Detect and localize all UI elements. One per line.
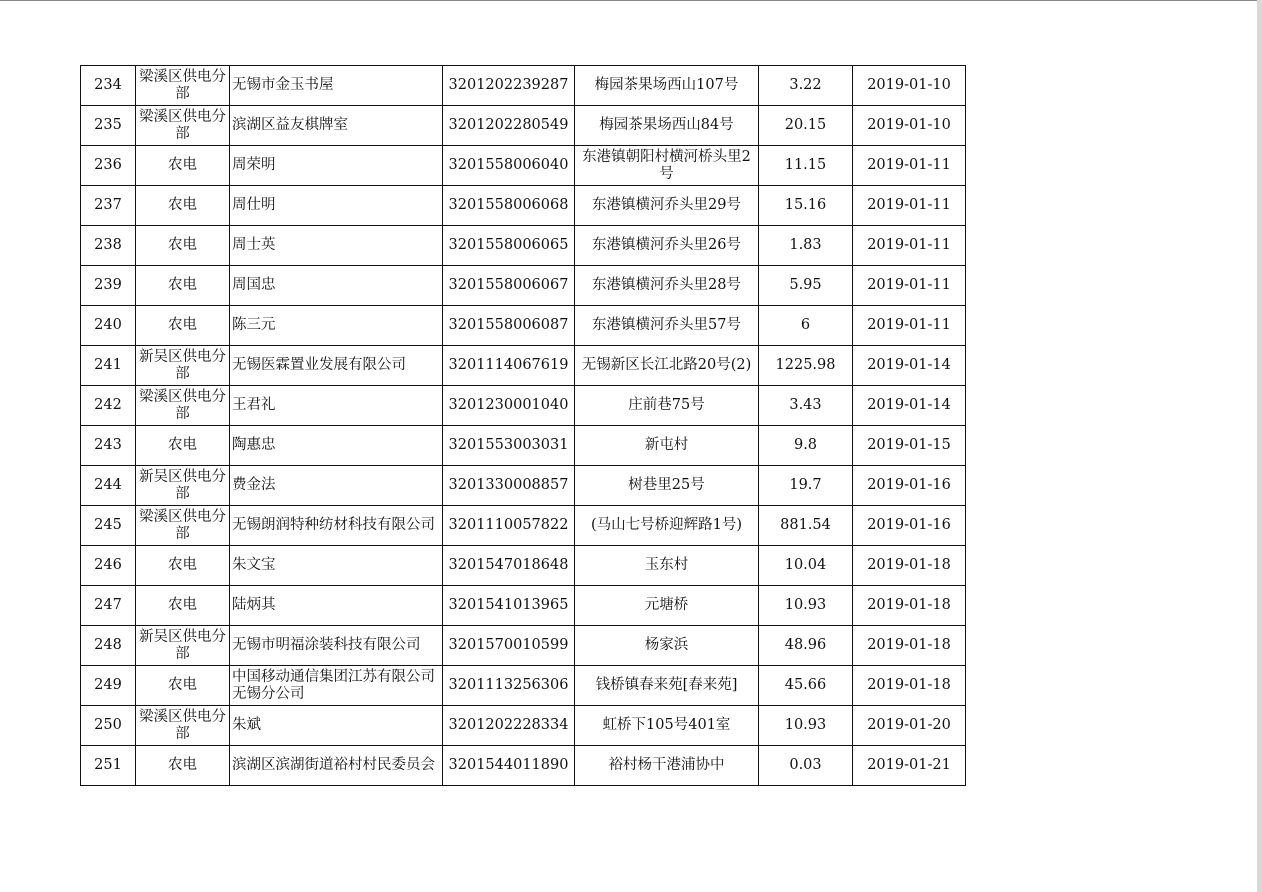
page-top-edge [0, 0, 1262, 1]
department-cell: 农电 [136, 666, 230, 706]
customer-name-cell: 陶惠忠 [230, 426, 443, 466]
customer-name-cell: 朱斌 [230, 706, 443, 746]
row-number-cell: 251 [81, 746, 136, 786]
amount-cell: 20.15 [759, 106, 853, 146]
date-cell: 2019-01-11 [853, 186, 966, 226]
address-cell: 虹桥下105号401室 [575, 706, 759, 746]
amount-cell: 3.22 [759, 66, 853, 106]
date-cell: 2019-01-10 [853, 106, 966, 146]
department-cell: 农电 [136, 546, 230, 586]
address-cell: 树巷里25号 [575, 466, 759, 506]
address-cell: 玉东村 [575, 546, 759, 586]
row-number-cell: 246 [81, 546, 136, 586]
table-row [81, 386, 966, 426]
address-cell: 新屯村 [575, 426, 759, 466]
table-row [81, 706, 966, 746]
address-cell: 梅园茶果场西山107号 [575, 66, 759, 106]
address-cell: 东港镇横河乔头里57号 [575, 306, 759, 346]
date-cell: 2019-01-20 [853, 706, 966, 746]
account-number-cell: 3201558006087 [443, 306, 575, 346]
table-row [81, 226, 966, 266]
date-cell: 2019-01-21 [853, 746, 966, 786]
row-number-cell: 250 [81, 706, 136, 746]
table-row [81, 466, 966, 506]
account-number-cell: 3201544011890 [443, 746, 575, 786]
customer-name-cell: 王君礼 [230, 386, 443, 426]
address-cell: (马山七号桥迎辉路1号) [575, 506, 759, 546]
table-row [81, 146, 966, 186]
table-row [81, 666, 966, 706]
account-number-cell: 3201558006065 [443, 226, 575, 266]
department-cell: 新吴区供电分部 [136, 466, 230, 506]
amount-cell: 3.43 [759, 386, 853, 426]
account-number-cell: 3201202228334 [443, 706, 575, 746]
department-cell: 梁溪区供电分部 [136, 386, 230, 426]
address-cell: 杨家浜 [575, 626, 759, 666]
table-row [81, 426, 966, 466]
row-number-cell: 238 [81, 226, 136, 266]
address-cell: 钱桥镇春来苑[春来苑] [575, 666, 759, 706]
account-number-cell: 3201202239287 [443, 66, 575, 106]
date-cell: 2019-01-15 [853, 426, 966, 466]
account-number-cell: 3201541013965 [443, 586, 575, 626]
amount-cell: 881.54 [759, 506, 853, 546]
table-row [81, 746, 966, 786]
amount-cell: 48.96 [759, 626, 853, 666]
table-row [81, 506, 966, 546]
date-cell: 2019-01-16 [853, 466, 966, 506]
account-number-cell: 3201113256306 [443, 666, 575, 706]
address-cell: 梅园茶果场西山84号 [575, 106, 759, 146]
row-number-cell: 237 [81, 186, 136, 226]
page-right-edge [1257, 0, 1262, 892]
date-cell: 2019-01-18 [853, 626, 966, 666]
customer-name-cell: 周国忠 [230, 266, 443, 306]
table-row [81, 186, 966, 226]
date-cell: 2019-01-11 [853, 266, 966, 306]
department-cell: 农电 [136, 186, 230, 226]
date-cell: 2019-01-18 [853, 586, 966, 626]
address-cell: 东港镇横河乔头里29号 [575, 186, 759, 226]
department-cell: 农电 [136, 426, 230, 466]
customer-name-cell: 无锡医霖置业发展有限公司 [230, 346, 443, 386]
table-row [81, 586, 966, 626]
amount-cell: 1225.98 [759, 346, 853, 386]
row-number-cell: 243 [81, 426, 136, 466]
date-cell: 2019-01-14 [853, 346, 966, 386]
address-cell: 裕村杨干港浦协中 [575, 746, 759, 786]
date-cell: 2019-01-11 [853, 146, 966, 186]
department-cell: 农电 [136, 306, 230, 346]
date-cell: 2019-01-16 [853, 506, 966, 546]
amount-cell: 15.16 [759, 186, 853, 226]
account-number-cell: 3201330008857 [443, 466, 575, 506]
department-cell: 新吴区供电分部 [136, 626, 230, 666]
table-row [81, 106, 966, 146]
row-number-cell: 247 [81, 586, 136, 626]
amount-cell: 19.7 [759, 466, 853, 506]
row-number-cell: 240 [81, 306, 136, 346]
customer-name-cell: 周荣明 [230, 146, 443, 186]
date-cell: 2019-01-18 [853, 546, 966, 586]
table-body [81, 66, 966, 786]
amount-cell: 10.04 [759, 546, 853, 586]
amount-cell: 10.93 [759, 706, 853, 746]
department-cell: 梁溪区供电分部 [136, 66, 230, 106]
department-cell: 农电 [136, 586, 230, 626]
amount-cell: 0.03 [759, 746, 853, 786]
row-number-cell: 239 [81, 266, 136, 306]
customer-name-cell: 无锡朗润特种纺材科技有限公司 [230, 506, 443, 546]
account-number-cell: 3201547018648 [443, 546, 575, 586]
table-row [81, 346, 966, 386]
table-row [81, 626, 966, 666]
amount-cell: 9.8 [759, 426, 853, 466]
amount-cell: 11.15 [759, 146, 853, 186]
department-cell: 农电 [136, 746, 230, 786]
table-row [81, 546, 966, 586]
department-cell: 新吴区供电分部 [136, 346, 230, 386]
amount-cell: 10.93 [759, 586, 853, 626]
customer-name-cell: 无锡市金玉书屋 [230, 66, 443, 106]
date-cell: 2019-01-10 [853, 66, 966, 106]
department-cell: 梁溪区供电分部 [136, 506, 230, 546]
customer-name-cell: 陆炳其 [230, 586, 443, 626]
table-row [81, 266, 966, 306]
account-number-cell: 3201114067619 [443, 346, 575, 386]
date-cell: 2019-01-18 [853, 666, 966, 706]
row-number-cell: 248 [81, 626, 136, 666]
account-number-cell: 3201558006067 [443, 266, 575, 306]
account-number-cell: 3201558006068 [443, 186, 575, 226]
customer-name-cell: 周仕明 [230, 186, 443, 226]
amount-cell: 6 [759, 306, 853, 346]
row-number-cell: 242 [81, 386, 136, 426]
customer-name-cell: 周士英 [230, 226, 443, 266]
customer-name-cell: 滨湖区益友棋牌室 [230, 106, 443, 146]
row-number-cell: 235 [81, 106, 136, 146]
row-number-cell: 245 [81, 506, 136, 546]
account-number-cell: 3201230001040 [443, 386, 575, 426]
table-row [81, 306, 966, 346]
account-number-cell: 3201558006040 [443, 146, 575, 186]
customer-name-cell: 费金法 [230, 466, 443, 506]
address-cell: 元塘桥 [575, 586, 759, 626]
date-cell: 2019-01-14 [853, 386, 966, 426]
address-cell: 东港镇横河乔头里26号 [575, 226, 759, 266]
row-number-cell: 241 [81, 346, 136, 386]
department-cell: 农电 [136, 146, 230, 186]
table-row [81, 66, 966, 106]
account-number-cell: 3201202280549 [443, 106, 575, 146]
account-number-cell: 3201110057822 [443, 506, 575, 546]
row-number-cell: 244 [81, 466, 136, 506]
customer-name-cell: 陈三元 [230, 306, 443, 346]
account-number-cell: 3201553003031 [443, 426, 575, 466]
customer-name-cell: 无锡市明福涂装科技有限公司 [230, 626, 443, 666]
amount-cell: 5.95 [759, 266, 853, 306]
address-cell: 庄前巷75号 [575, 386, 759, 426]
account-number-cell: 3201570010599 [443, 626, 575, 666]
department-cell: 农电 [136, 226, 230, 266]
date-cell: 2019-01-11 [853, 306, 966, 346]
amount-cell: 1.83 [759, 226, 853, 266]
row-number-cell: 236 [81, 146, 136, 186]
department-cell: 农电 [136, 266, 230, 306]
records-table [80, 65, 966, 786]
row-number-cell: 234 [81, 66, 136, 106]
address-cell: 东港镇朝阳村横河桥头里2号 [575, 146, 759, 186]
address-cell: 无锡新区长江北路20号(2) [575, 346, 759, 386]
department-cell: 梁溪区供电分部 [136, 706, 230, 746]
address-cell: 东港镇横河乔头里28号 [575, 266, 759, 306]
customer-name-cell: 中国移动通信集团江苏有限公司无锡分公司 [230, 666, 443, 706]
row-number-cell: 249 [81, 666, 136, 706]
date-cell: 2019-01-11 [853, 226, 966, 266]
customer-name-cell: 朱文宝 [230, 546, 443, 586]
customer-name-cell: 滨湖区滨湖街道裕村村民委员会 [230, 746, 443, 786]
amount-cell: 45.66 [759, 666, 853, 706]
department-cell: 梁溪区供电分部 [136, 106, 230, 146]
